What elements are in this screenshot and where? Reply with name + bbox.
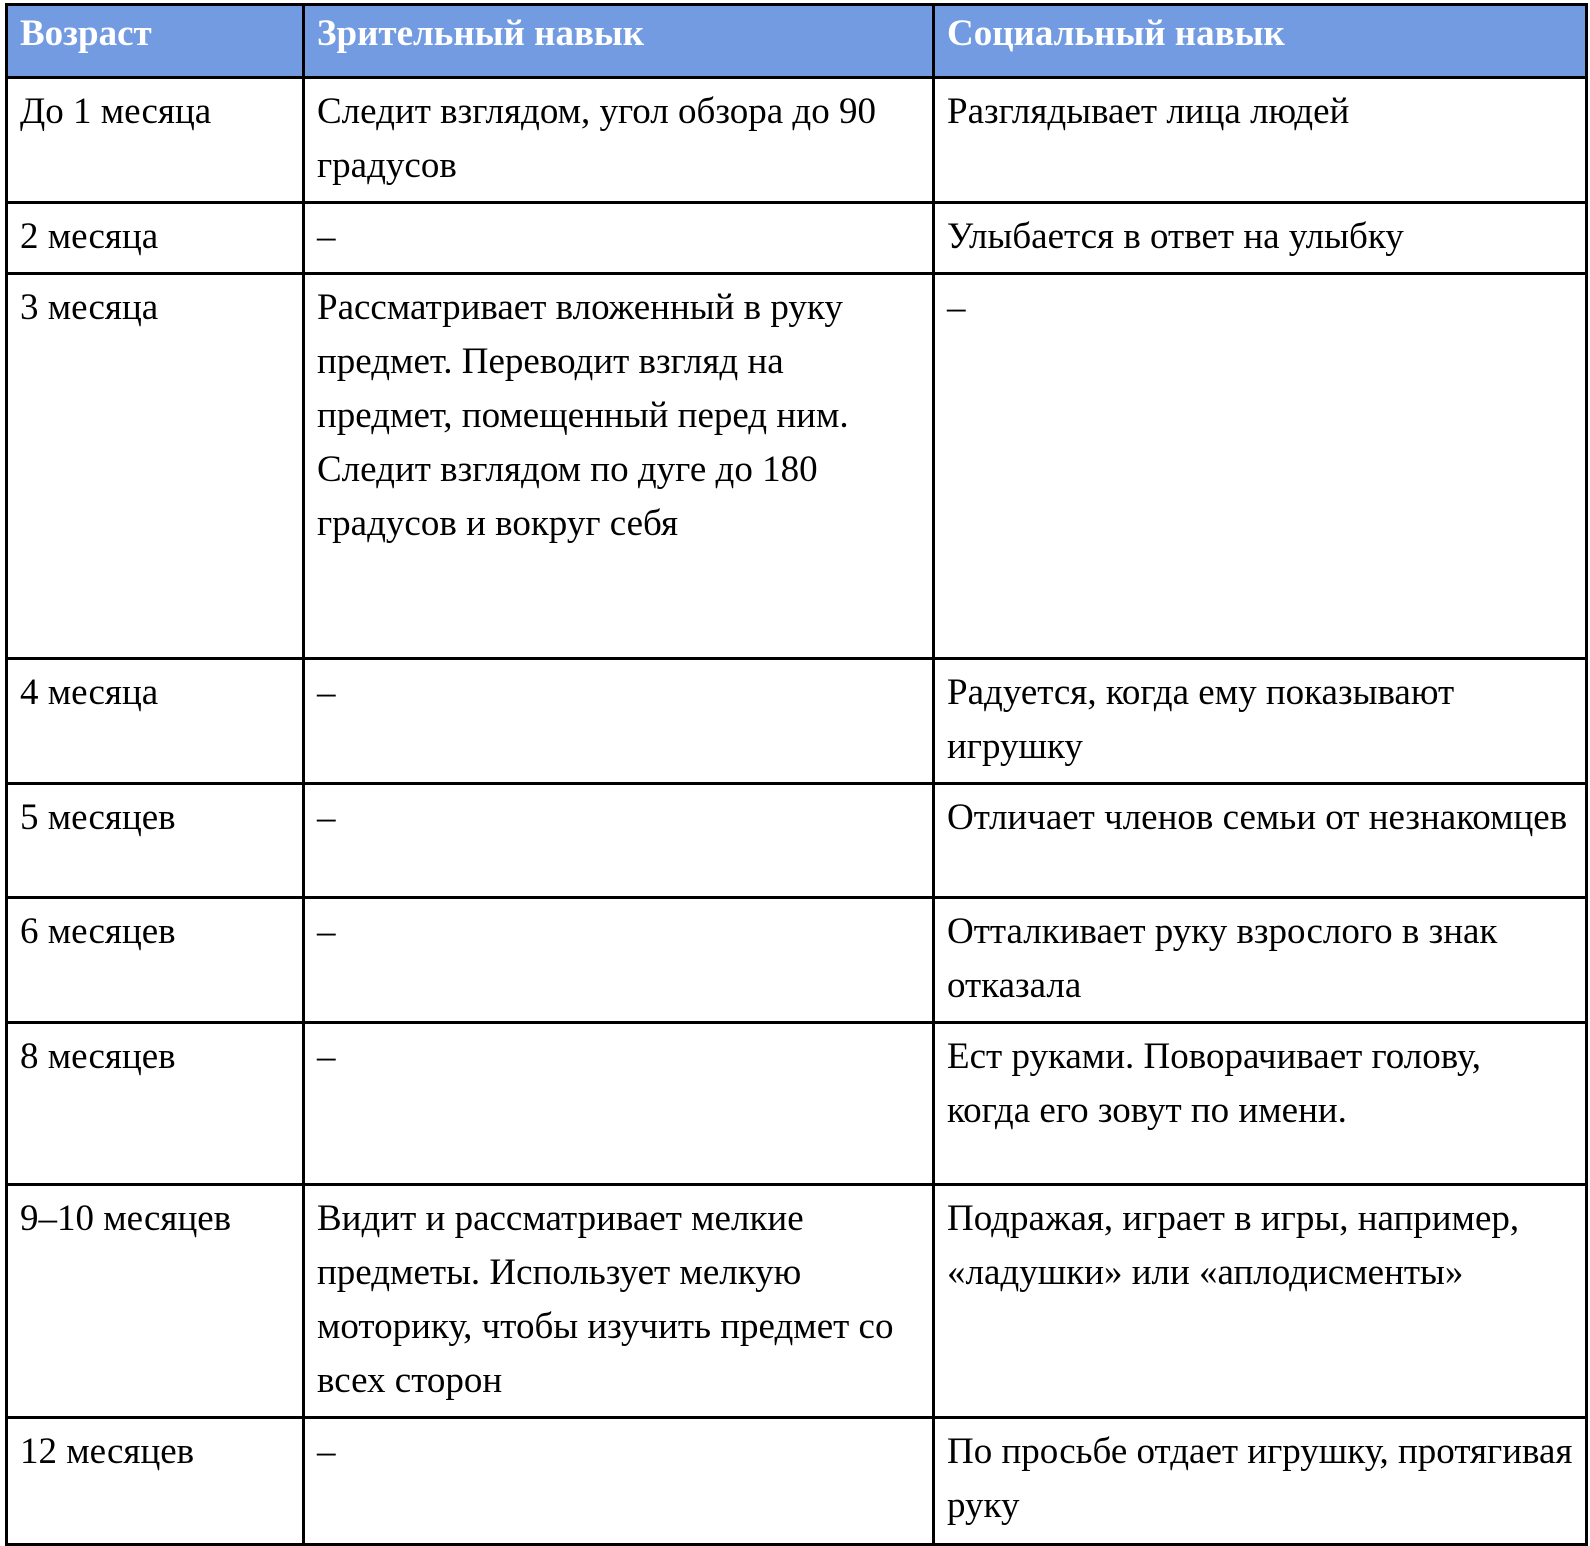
cell-social-skill-text: Отталкивает руку взрослого в знак отказала xyxy=(947,911,1498,1007)
cell-age xyxy=(7,203,304,274)
cell-visual-skill-text: – xyxy=(317,1431,336,1473)
cell-social-skill-text: – xyxy=(947,287,966,329)
cell-age-text: 4 месяца xyxy=(20,672,159,714)
cell-social-skill-text: По просьбе отдает игрушку, протягивая руку xyxy=(947,1431,1573,1527)
table-row xyxy=(7,898,1587,1023)
column-header-age: Возраст xyxy=(7,5,304,78)
cell-visual-skill-text: – xyxy=(317,911,336,953)
cell-social-skill-text: Подражая, играет в игры, например, «ладушки» или «аплодисменты» xyxy=(947,1198,1520,1294)
cell-age xyxy=(7,659,304,784)
cell-visual-skill-text: Видит и рассматривает мелкие предметы. Использует мелкую моторику, чтобы изучить предмет со всех сторон xyxy=(317,1198,894,1402)
cell-visual-skill-text: – xyxy=(317,672,336,714)
cell-social-skill xyxy=(934,898,1587,1023)
cell-age-text: 9–10 месяцев xyxy=(20,1198,232,1240)
cell-social-skill xyxy=(934,1418,1587,1545)
cell-age xyxy=(7,1185,304,1418)
table-row xyxy=(7,78,1587,203)
cell-visual-skill xyxy=(304,659,934,784)
cell-visual-skill xyxy=(304,1418,934,1545)
cell-visual-skill xyxy=(304,1023,934,1185)
cell-visual-skill-text: – xyxy=(317,797,336,839)
cell-visual-skill-text: Рассматривает вложенный в руку предмет. Переводит взгляд на предмет, помещенный перед ним. Следит взглядом по дуге до 180 градусов и вокруг себя xyxy=(317,287,849,545)
cell-visual-skill xyxy=(304,898,934,1023)
skills-table xyxy=(5,3,1588,1546)
cell-social-skill xyxy=(934,1023,1587,1185)
cell-age-text: 3 месяца xyxy=(20,287,159,329)
cell-social-skill xyxy=(934,203,1587,274)
cell-visual-skill xyxy=(304,784,934,898)
cell-age xyxy=(7,1418,304,1545)
cell-social-skill xyxy=(934,274,1587,659)
cell-visual-skill xyxy=(304,274,934,659)
table-body xyxy=(7,78,1587,1545)
table-header xyxy=(7,5,1587,78)
cell-social-skill-text: Улыбается в ответ на улыбку xyxy=(947,216,1404,258)
table-row xyxy=(7,1418,1587,1545)
cell-social-skill-text: Радуется, когда ему показывают игрушку xyxy=(947,672,1455,768)
cell-social-skill xyxy=(934,784,1587,898)
cell-visual-skill-text: – xyxy=(317,216,336,258)
cell-social-skill xyxy=(934,659,1587,784)
cell-visual-skill xyxy=(304,78,934,203)
table-row xyxy=(7,274,1587,659)
cell-age-text: 5 месяцев xyxy=(20,797,176,839)
cell-social-skill-text: Разглядывает лица людей xyxy=(947,91,1350,132)
cell-social-skill-text: Ест руками. Поворачивает голову, когда его зовут по имени. xyxy=(947,1036,1482,1132)
table-header-row xyxy=(7,5,1587,78)
cell-age xyxy=(7,274,304,659)
cell-age-text: 8 месяцев xyxy=(20,1036,176,1078)
cell-visual-skill-text: – xyxy=(317,1036,336,1078)
column-header-social-skill: Социальный навык xyxy=(934,5,1587,78)
cell-age-text: 12 месяцев xyxy=(20,1431,195,1473)
table-row xyxy=(7,1023,1587,1185)
cell-age-text: 2 месяца xyxy=(20,216,159,258)
cell-social-skill xyxy=(934,1185,1587,1418)
cell-age xyxy=(7,78,304,203)
cell-age-text: До 1 месяца xyxy=(20,91,212,132)
column-header-visual-skill: Зрительный навык xyxy=(304,5,934,78)
table-row xyxy=(7,659,1587,784)
table-row xyxy=(7,203,1587,274)
cell-social-skill-text: Отличает членов семьи от незнакомцев xyxy=(947,797,1568,839)
cell-age-text: 6 месяцев xyxy=(20,911,176,953)
cell-visual-skill xyxy=(304,203,934,274)
cell-age xyxy=(7,784,304,898)
table-row xyxy=(7,784,1587,898)
cell-social-skill xyxy=(934,78,1587,203)
cell-age xyxy=(7,1023,304,1185)
table-row xyxy=(7,1185,1587,1418)
cell-visual-skill xyxy=(304,1185,934,1418)
cell-age xyxy=(7,898,304,1023)
cell-visual-skill-text: Следит взглядом, угол обзора до 90 градусов xyxy=(317,91,876,187)
